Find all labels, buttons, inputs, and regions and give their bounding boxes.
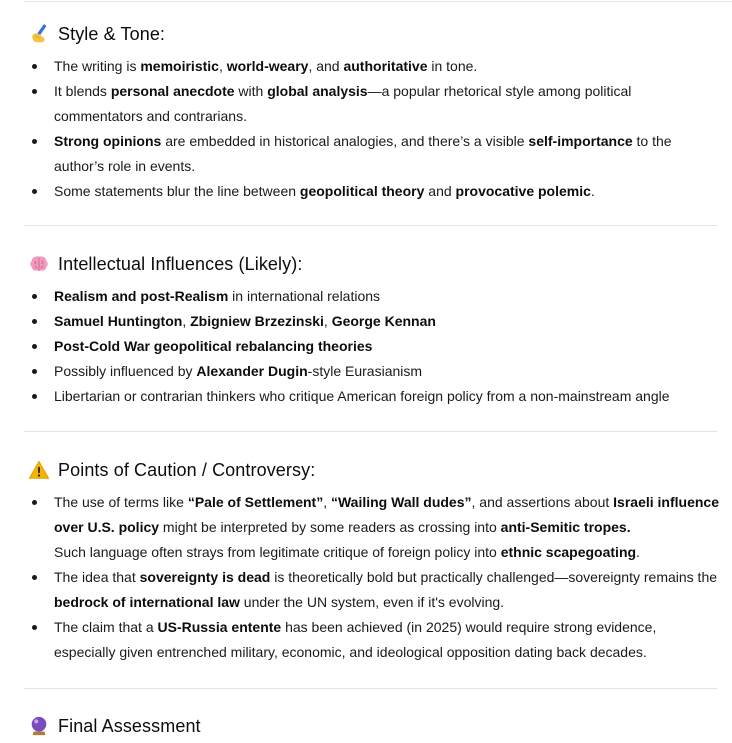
- bullet-item: [24, 615, 720, 665]
- section-heading: [24, 456, 720, 484]
- brain-icon: [28, 253, 50, 275]
- bullet-list: [24, 284, 720, 409]
- bold-text: “Pale of Settlement”: [187, 494, 324, 510]
- bold-text: personal anecdote: [110, 83, 235, 99]
- section-heading: [24, 20, 720, 48]
- text-run: are embedded in historical analogies, and there’s a visible: [161, 133, 529, 149]
- text-run: is theoretically bold but practically challenged—sovereignty remains the: [270, 569, 718, 585]
- bold-text: bedrock of international law: [54, 594, 240, 610]
- bold-text: US-Russia entente: [157, 619, 282, 635]
- bold-text: self-importance: [528, 133, 633, 149]
- text-run: to the author’s role in events.: [54, 133, 672, 174]
- section-heading: [24, 712, 720, 740]
- text-run: —a popular rhetorical style among political commentators and contrarians.: [54, 83, 632, 124]
- bold-text: Israeli influence over U.S. policy: [54, 494, 719, 535]
- text-run: with: [234, 83, 268, 99]
- section-divider: [24, 225, 717, 226]
- bold-text: memoiristic: [140, 58, 219, 74]
- bullet-item: [24, 79, 720, 129]
- bold-text: Samuel Huntington: [54, 313, 183, 329]
- warning-icon: [28, 459, 50, 481]
- bold-text: George Kennan: [331, 313, 436, 329]
- bullet-item: [24, 565, 720, 615]
- bullet-item: [24, 384, 720, 409]
- section-points-of-caution: [24, 456, 720, 665]
- text-run: under the UN system, even if it's evolving.: [239, 594, 505, 610]
- text-run: The use of terms like: [54, 494, 188, 510]
- bold-text: world-weary: [226, 58, 309, 74]
- bullet-item: [24, 179, 720, 204]
- text-run: .: [590, 183, 595, 199]
- bold-text: Post-Cold War geopolitical rebalancing theories: [54, 338, 373, 354]
- bullet-list: [24, 490, 720, 665]
- text-run: Possibly influenced by: [54, 363, 197, 379]
- bold-text: global analysis: [267, 83, 368, 99]
- bold-text: Zbigniew Brzezinski: [190, 313, 324, 329]
- bullet-item: [24, 54, 720, 79]
- bullet-item: [24, 284, 720, 309]
- text-run: The idea that: [54, 569, 140, 585]
- bold-text: Realism and post-Realism: [54, 288, 229, 304]
- bullet-item: [24, 309, 720, 334]
- text-run: in tone.: [427, 58, 478, 74]
- text-run: ,: [182, 313, 191, 329]
- bold-text: Strong opinions: [54, 133, 162, 149]
- text-run: It blends: [54, 83, 111, 99]
- bold-text: sovereignty is dead: [139, 569, 271, 585]
- crystal-ball-icon: [28, 715, 50, 737]
- text-run: The claim that a: [54, 619, 158, 635]
- section-heading: [24, 250, 720, 278]
- bullet-list: [24, 54, 720, 204]
- section-final-assessment: [24, 712, 720, 740]
- section-divider: [24, 431, 717, 432]
- bullet-item: [24, 359, 720, 384]
- text-run: ,: [323, 313, 332, 329]
- section-title: Points of Caution / Controversy:: [58, 459, 316, 480]
- text-run: Libertarian or contrarian thinkers who critique American foreign policy from a non-mainstream angle: [54, 388, 670, 404]
- text-run: , and assertions about: [471, 494, 614, 510]
- section-title: Intellectual Influences (Likely):: [58, 253, 303, 274]
- bold-text: provocative polemic: [455, 183, 591, 199]
- bold-text: authoritative: [343, 58, 428, 74]
- bold-text: anti-Semitic tropes.: [500, 519, 631, 535]
- text-run: ,: [323, 494, 331, 510]
- text-run: , and: [308, 58, 344, 74]
- text-run: might be interpreted by some readers as crossing into: [159, 519, 501, 535]
- bold-text: geopolitical theory: [299, 183, 425, 199]
- writing-hand-icon: [28, 23, 50, 45]
- bold-text: ethnic scapegoating: [500, 544, 637, 560]
- bold-text: “Wailing Wall dudes”: [330, 494, 472, 510]
- text-run: The writing is: [54, 58, 141, 74]
- section-style-tone: [24, 20, 720, 204]
- section-title: Style & Tone:: [58, 23, 166, 44]
- text-run: has been achieved (in 2025) would require strong evidence, especially given entrenched military, economic, and ideological opposition dating back decades.: [54, 619, 657, 660]
- text-run: ,: [218, 58, 227, 74]
- section-intellectual-influences: [24, 250, 720, 409]
- text-run: .: [636, 544, 640, 560]
- section-divider: [24, 688, 717, 689]
- text-run: in international relations: [228, 288, 381, 304]
- text-run: Such language often strays from legitimate critique of foreign policy into: [54, 544, 501, 560]
- top-divider: [24, 1, 732, 2]
- text-run: Some statements blur the line between: [54, 183, 300, 199]
- text-run: -style Eurasianism: [307, 363, 423, 379]
- bullet-item: [24, 490, 720, 565]
- bold-text: Alexander Dugin: [196, 363, 308, 379]
- text-run: and: [424, 183, 456, 199]
- section-title: Final Assessment: [58, 715, 201, 736]
- bullet-item: [24, 334, 720, 359]
- bullet-item: [24, 129, 720, 179]
